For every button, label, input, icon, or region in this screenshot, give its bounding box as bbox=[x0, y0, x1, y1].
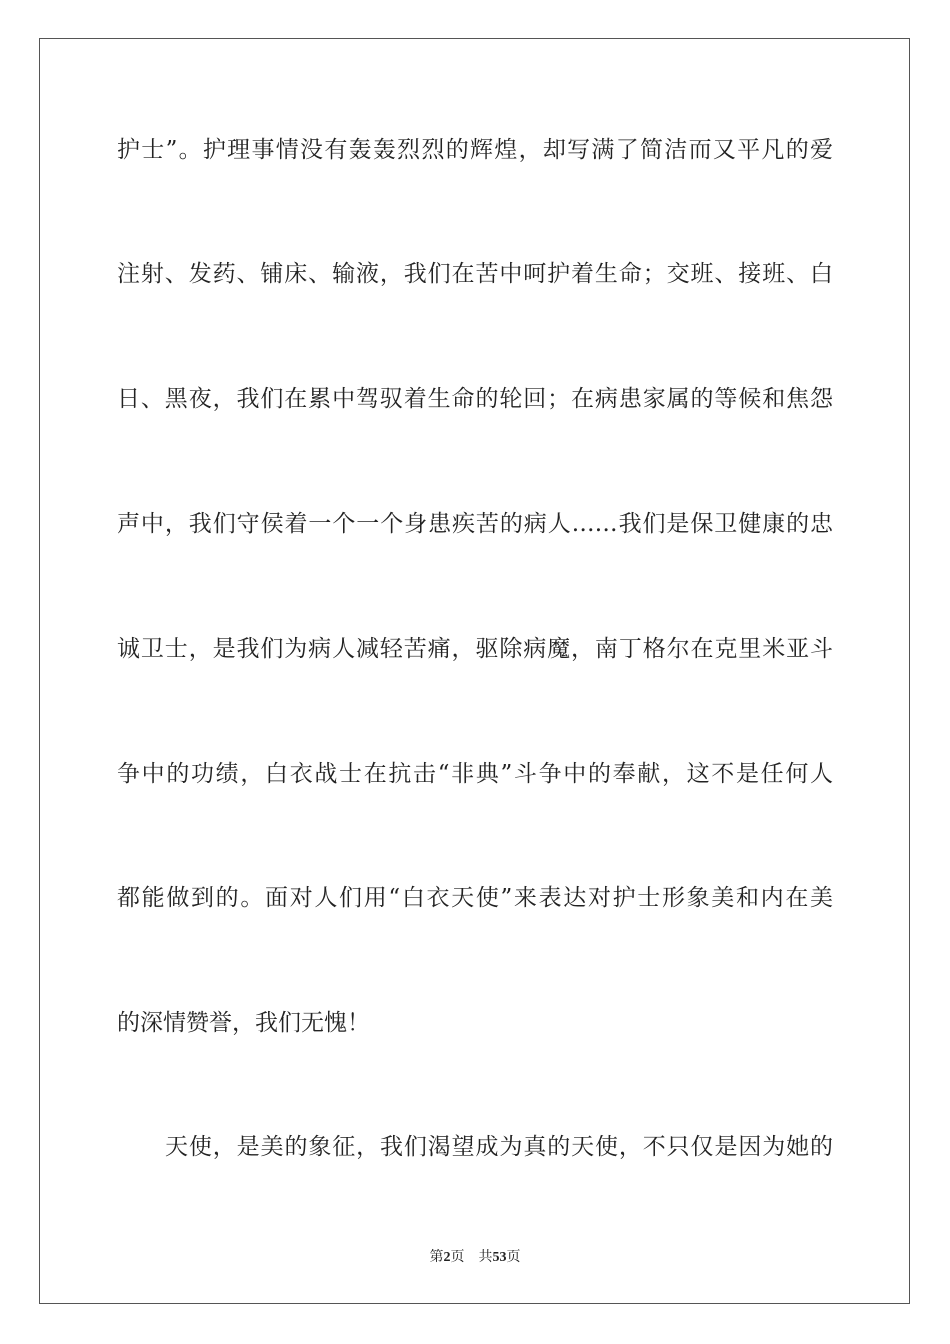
text-line: 护士”。护理事情没有轰轰烈烈的辉煌，却写满了简洁而又平凡的爱 bbox=[117, 137, 833, 163]
text-line: 声中，我们守侯着一个一个身患疾苦的病人……我们是保卫健康的忠 bbox=[117, 511, 833, 537]
total-pages: 53 bbox=[492, 1250, 507, 1265]
page-suffix: 页 bbox=[450, 1249, 465, 1265]
text-line: 注射、发药、铺床、输液，我们在苦中呵护着生命；交班、接班、白 bbox=[117, 261, 833, 287]
page-number: 2 bbox=[443, 1250, 451, 1265]
page-border bbox=[39, 38, 910, 1304]
total-suffix: 页 bbox=[506, 1249, 521, 1265]
text-line: 诚卫士，是我们为病人减轻苦痛，驱除病魔，南丁格尔在克里米亚斗 bbox=[117, 636, 833, 662]
text-line: 争中的功绩，白衣战士在抗击“非典”斗争中的奉献，这不是任何人 bbox=[117, 761, 833, 787]
paragraph-first-line: 天使，是美的象征，我们渴望成为真的天使，不只仅是因为她的 bbox=[165, 1134, 833, 1160]
text-line: 都能做到的。面对人们用“白衣天使”来表达对护士形象美和内在美 bbox=[117, 885, 833, 911]
page-footer bbox=[0, 1247, 950, 1268]
page-prefix: 第 bbox=[429, 1249, 444, 1265]
text-line: 日、黑夜，我们在累中驾驭着生命的轮回；在病患家属的等候和焦怨 bbox=[117, 386, 833, 412]
text-line: 的深情赞誉，我们无愧！ bbox=[117, 1010, 370, 1036]
total-prefix: 共 bbox=[478, 1249, 493, 1265]
